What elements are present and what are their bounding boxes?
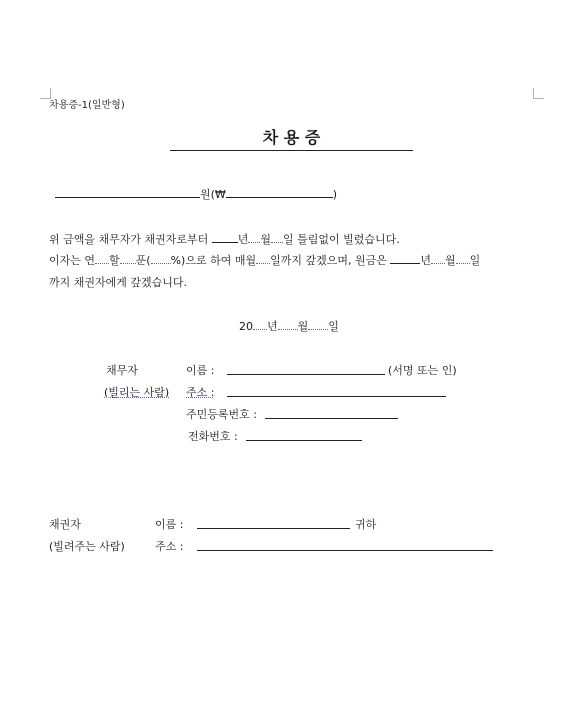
principal-month-blank[interactable] [431,253,445,264]
debtor-address-field[interactable] [227,396,446,397]
amount-korean-blank[interactable] [55,187,200,198]
amount-number-blank[interactable] [226,187,333,198]
creditor-address-label: 주소 : [155,540,184,553]
debtor-sub-label: (빌리는 사람) [104,386,170,399]
interest-statement: 이자는 연 할 푼( %)으로 하여 매월 일까지 갚겠으며, 원금은 년 월 일 [49,254,481,267]
creditor-label: 채권자 [49,518,81,531]
date-day-blank[interactable] [308,319,328,330]
interest-percent-blank[interactable] [151,253,171,264]
principal-year-blank[interactable] [390,253,420,264]
interest-hal-blank[interactable] [95,253,109,264]
pay-day-blank[interactable] [256,253,270,264]
page-corner-mark-right [533,88,544,99]
debtor-rrn-field[interactable] [265,418,398,419]
debtor-phone-label: 전화번호 : [188,430,238,443]
borrow-year-blank[interactable] [212,232,238,243]
debtor-rrn-label: 주민등록번호 : [186,408,257,421]
debtor-phone-field[interactable] [246,440,362,441]
borrow-statement: 위 금액을 채무자가 채권자로부터 년 월 일 틀림없이 빌렸습니다. [49,233,400,246]
borrow-month-blank[interactable] [248,232,260,243]
form-label: 차용증-1(일반형) [49,100,125,111]
date-line: 20 년 월 일 [239,320,339,333]
creditor-sub-label: (빌려주는 사람) [49,540,125,553]
debtor-signature-note: (서명 또는 인) [388,364,457,377]
principal-day-blank[interactable] [456,253,470,264]
creditor-honorific: 귀하 [355,518,377,531]
debtor-address-label: 주소 : [186,386,215,399]
creditor-name-field[interactable] [197,528,350,529]
date-year-blank[interactable] [253,319,267,330]
interest-statement-cont: 까지 채권자에게 갚겠습니다. [49,276,188,289]
debtor-name-field[interactable] [227,374,385,375]
creditor-name-label: 이름 : [155,518,184,531]
amount-line: 원(₩ ) [55,186,337,202]
interest-pun-blank[interactable] [120,253,136,264]
debtor-label: 채무자 [106,364,138,377]
borrow-day-blank[interactable] [271,232,283,243]
date-month-blank[interactable] [278,319,298,330]
document-title: 차 용 증 [170,125,413,151]
debtor-name-label: 이름 : [186,364,215,377]
creditor-address-field[interactable] [197,550,493,551]
